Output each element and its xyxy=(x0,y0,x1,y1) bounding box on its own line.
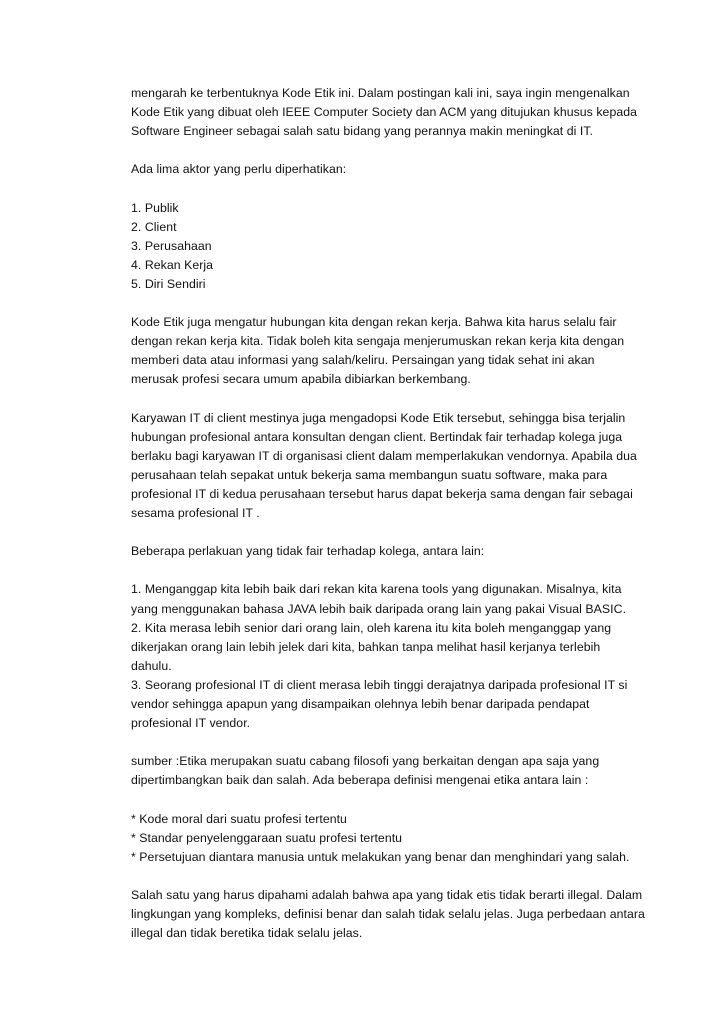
list-item: vendor sehingga apapun yang disampaikan olehnya lebih benar daripada pendapat xyxy=(131,697,590,711)
intro-paragraph xyxy=(131,84,648,141)
list-item: 1. Publik xyxy=(131,200,179,215)
actors-intro-paragraph xyxy=(131,160,648,179)
list-item: 1. Menganggap kita lebih baik dari rekan kita karena tools yang digunakan. Misalnya, kita xyxy=(131,582,622,597)
text-line: Kode Etik yang dibuat oleh IEEE Computer Society dan ACM yang ditujukan khusus kepada xyxy=(131,105,637,120)
list-item: profesional IT vendor. xyxy=(131,716,251,731)
text-line: dipertimbangkan baik dan salah. Ada beberapa definisi mengenai etika antara lain : xyxy=(131,773,589,788)
list-item: 3. Perusahaan xyxy=(131,238,212,253)
list-item: 4. Rekan Kerja xyxy=(131,257,214,272)
text-line: Ada lima aktor yang perlu diperhatikan: xyxy=(131,162,347,177)
definitions-list xyxy=(131,810,648,867)
text-line: Beberapa perlakuan yang tidak fair terhadap kolega, antara lain: xyxy=(131,544,485,559)
list-item: 2. Kita merasa lebih senior dari orang lain, oleh karena itu kita boleh menganggap yang xyxy=(131,620,612,635)
text-line: berlaku bagi karyawan IT di organisasi client dalam memperlakukan vendornya. Apabila dua xyxy=(131,448,637,463)
text-line: merusak profesi secara umum apabila dibiarkan berkembang. xyxy=(131,372,471,387)
closing-paragraph xyxy=(131,886,648,943)
karyawan-it-paragraph xyxy=(131,409,648,524)
text-line: Karyawan IT di client mestinya juga mengadopsi Kode Etik tersebut, sehingga bisa terjalin xyxy=(131,410,626,425)
list-item: 2. Client xyxy=(131,219,177,234)
sumber-paragraph xyxy=(131,752,648,790)
unfair-list xyxy=(131,580,648,733)
text-line: perusahaan telah sepakat untuk bekerja sama membangun suatu software, maka para xyxy=(131,467,608,482)
list-item: 5. Diri Sendiri xyxy=(131,276,206,291)
text-line: dengan rekan kerja kita. Tidak boleh kita sengaja menjerumuskan rekan kerja kita dengan xyxy=(131,334,625,349)
list-item: yang menggunakan bahasa JAVA lebih baik daripada orang lain yang pakai Visual BASIC. xyxy=(131,601,627,616)
text-line: Salah satu yang harus dipahami adalah bahwa apa yang tidak etis tidak berarti illegal. Dalam xyxy=(131,887,643,902)
list-item: 3. Seorang profesional IT di client merasa lebih tinggi derajatnya daripada profesional IT si xyxy=(131,677,628,692)
text-line: Software Engineer sebagai salah satu bidang yang perannya makin meningkat di IT. xyxy=(131,124,594,139)
text-line: mengarah ke terbentuknya Kode Etik ini. Dalam postingan kali ini, saya ingin mengenalkan xyxy=(131,86,630,100)
text-line: hubungan profesional antara konsultan dengan client. Bertindak fair terhadap kolega juga xyxy=(131,429,623,444)
list-item: * Kode moral dari suatu profesi tertentu xyxy=(131,811,347,826)
rekan-kerja-paragraph xyxy=(131,313,648,389)
text-line: sumber :Etika merupakan suatu cabang filosofi yang berkaitan dengan apa saja yang xyxy=(131,754,600,769)
text-line: profesional IT di kedua perusahaan tersebut harus dapat bekerja sama dengan fair sebagai xyxy=(131,486,633,501)
text-line: lingkungan yang kompleks, definisi benar dan salah tidak selalu jelas. Juga perbedaan antara xyxy=(131,907,645,922)
text-line: memberi data atau informasi yang salah/keliru. Persaingan yang tidak sehat ini akan xyxy=(131,353,595,368)
actors-list xyxy=(131,199,648,294)
list-item: * Standar penyelenggaraan suatu profesi tertentu xyxy=(131,830,403,845)
list-item: dikerjakan orang lain lebih jelek dari kita, bahkan tanpa melihat hasil kerjanya terlebih xyxy=(131,639,601,654)
text-line: sesama profesional IT . xyxy=(131,506,260,521)
text-line: Kode Etik juga mengatur hubungan kita dengan rekan kerja. Bahwa kita harus selalu fair xyxy=(131,315,617,330)
list-item: * Persetujuan diantara manusia untuk melakukan yang benar dan menghindari yang salah. xyxy=(131,849,630,864)
unfair-intro-paragraph xyxy=(131,542,648,561)
list-item: dahulu. xyxy=(131,658,172,673)
text-line: illegal dan tidak beretika tidak selalu jelas. xyxy=(131,926,363,941)
